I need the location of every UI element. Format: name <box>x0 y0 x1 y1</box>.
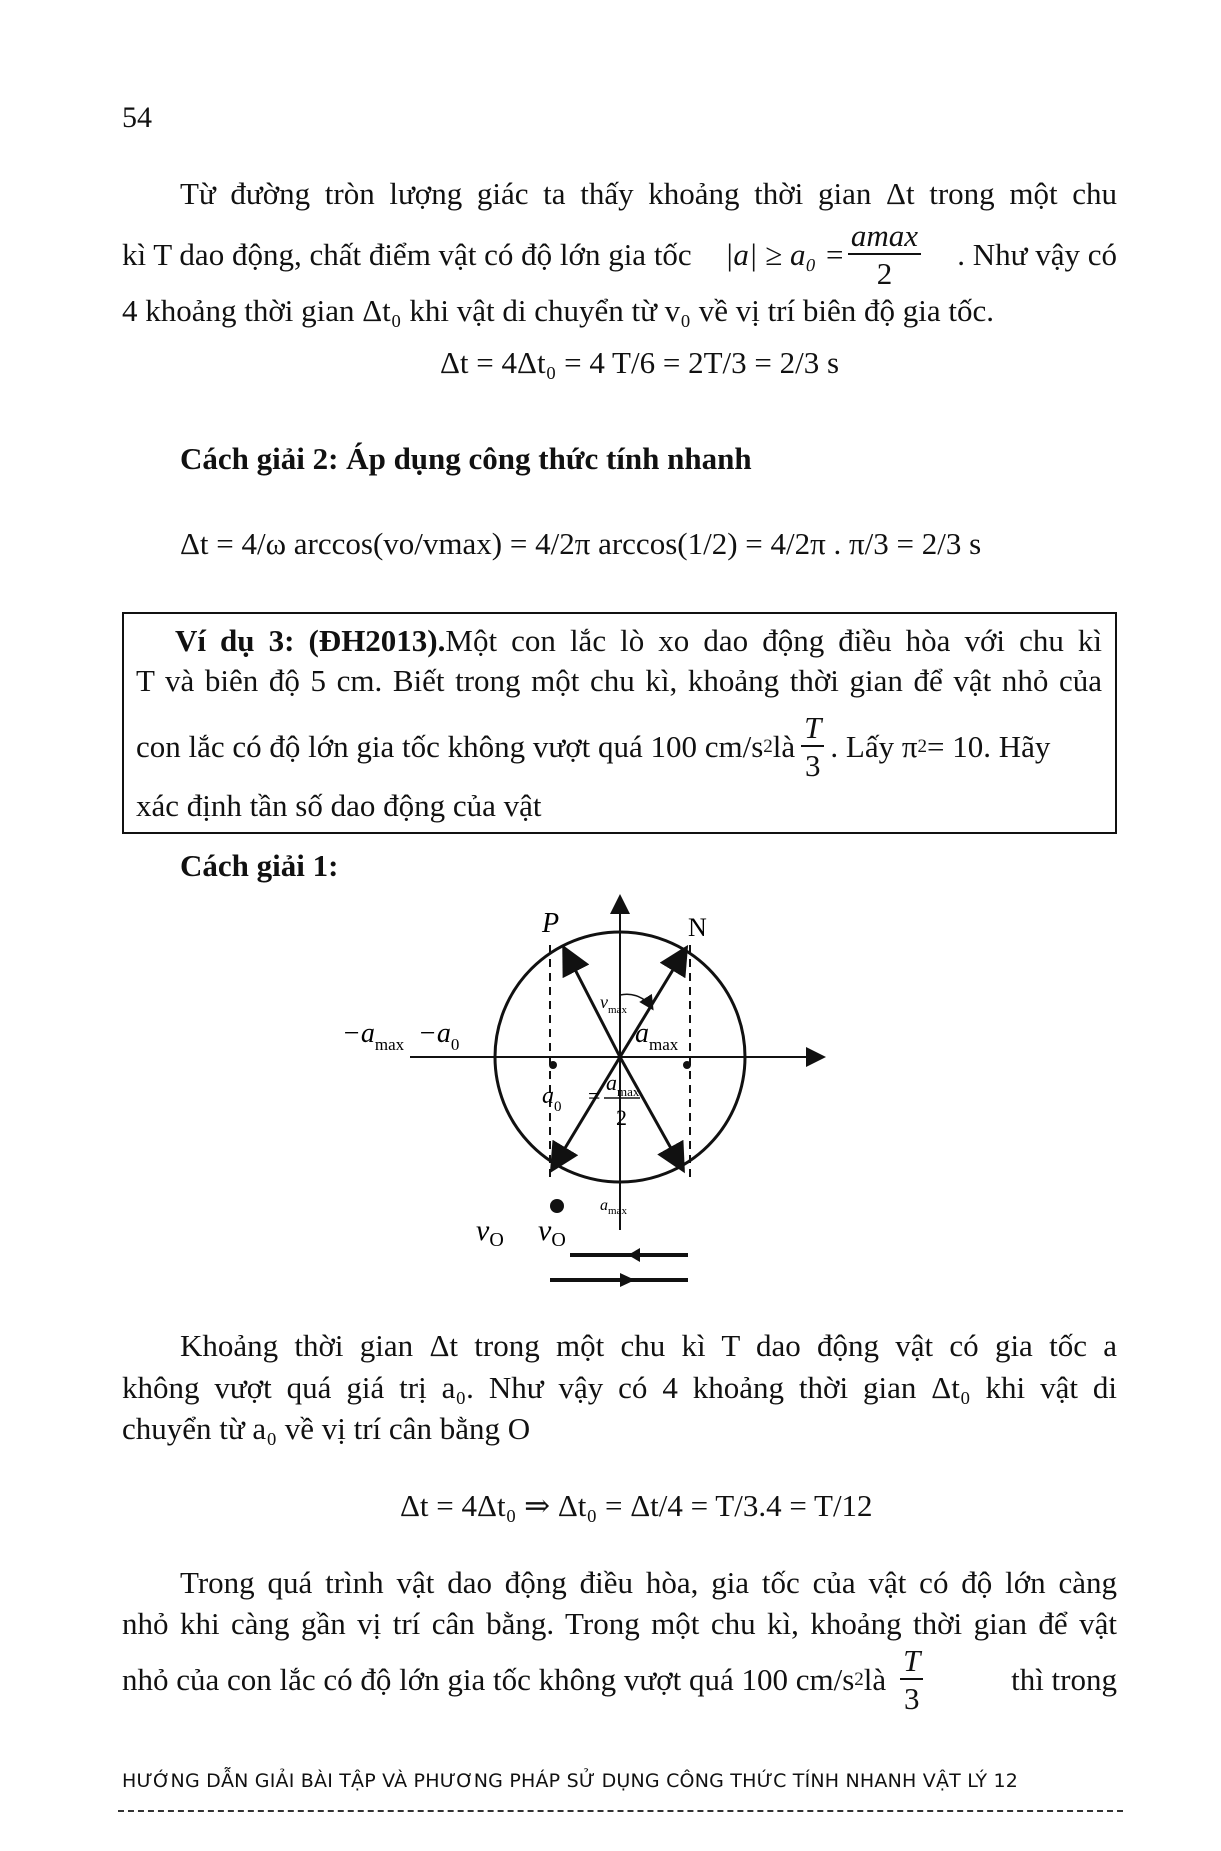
heading-cach-giai-1: Cách giải 1: <box>180 848 339 883</box>
example-3-line3-end: = 10. Hãy <box>927 729 1051 764</box>
t-over-3-fraction: $\frac{T}{3}$ <box>801 712 824 781</box>
label-amax-bottom: $a_{max}$ <box>600 1197 627 1217</box>
example-3-line1-text: Một con lắc lò xo dao động điều hòa với chu kì <box>445 623 1103 658</box>
vector-lower-right <box>620 1057 682 1168</box>
heading-cach-giai-2: Cách giải 2: Áp dụng công thức tính nhanh <box>180 441 752 476</box>
frac-denominator: 2 <box>876 256 893 291</box>
label-neg-a0: $-a_0$ <box>418 1018 460 1054</box>
label-frac-den: 2 <box>616 1105 627 1130</box>
label-vmax: $v_{max}$ <box>600 992 627 1016</box>
label-neg-amax: $-a_{max}$ <box>342 1018 405 1054</box>
example-3-line3-text: con lắc có độ lớn gia tốc không vượt quá 100 cm/s <box>136 729 764 764</box>
example-3-line2: T và biên độ 5 cm. Biết trong một chu kì, khoảng thời gian để vật nhỏ của <box>136 663 1102 698</box>
footer-dashed-line <box>118 1810 1123 1812</box>
para1-abs-a: |a| ≥ a₀ = <box>724 237 845 272</box>
para3-t-over-3-fraction: $\frac{T}{3}$ <box>900 1645 923 1714</box>
point-neg-a0 <box>549 1061 557 1069</box>
para1-line2-text: kì T dao động, chất điểm vật có độ lớn gia tốc <box>122 237 692 272</box>
para3-line3-la: là <box>863 1662 887 1697</box>
label-amax-right: $a_{max}$ <box>635 1018 679 1054</box>
page-number: 54 <box>122 101 152 134</box>
label-v0-left: $v_O$ <box>476 1214 504 1251</box>
example-3-line3-pi: . Lấy π <box>830 729 918 764</box>
amax-over-2-fraction <box>848 220 921 289</box>
equation-3: Δt = 4Δt₀ ⇒ Δt₀ = Δt/4 = T/3.4 = T/12 <box>400 1488 873 1523</box>
example-3-line1 <box>175 625 1102 656</box>
para3-line2: nhỏ khi càng gần vị trí cân bằng. Trong một chu kì, khoảng thời gian để vật <box>122 1606 1117 1641</box>
para1-line2-end: . Như vậy có <box>957 237 1117 272</box>
label-P: P <box>542 908 560 939</box>
para1-line2 <box>122 220 1117 289</box>
equation-1: Δt = 4Δt₀ = 4 T/6 = 2T/3 = 2/3 s <box>440 345 840 380</box>
label-v0-right: $v_O$ <box>538 1214 566 1251</box>
para1-line1: Từ đường tròn lượng giác ta thấy khoảng thời gian Δt trong một chu <box>180 176 1117 211</box>
page-footer: HƯỚNG DẪN GIẢI BÀI TẬP VÀ PHƯƠNG PHÁP SỬ DỤNG CÔNG THỨC TÍNH NHANH VẬT LÝ 12 <box>122 1770 1019 1792</box>
label-a0-equals: = <box>588 1083 601 1108</box>
point-a0 <box>683 1061 691 1069</box>
frac-numerator: amax <box>848 220 921 255</box>
example-3-label: Ví dụ 3: (ĐH2013). <box>175 623 446 658</box>
example-3-line3-la: là <box>772 729 796 764</box>
para3-line3-text: nhỏ của con lắc có độ lớn gia tốc không vượt quá 100 cm/s <box>122 1662 855 1697</box>
para2-line2: không vượt quá giá trị a₀. Như vậy có 4 khoảng thời gian Δt₀ khi vật di <box>122 1370 1117 1405</box>
para3-line3-end: thì trong <box>1011 1662 1117 1697</box>
trig-circle-diagram <box>342 890 830 1290</box>
example-3-line3: con lắc có độ lớn gia tốc không vượt quá 100 cm/s 2 là $\frac{T}{3}$ . Lấy π 2 = 10. Hãy <box>136 710 1051 783</box>
para2-line1: Khoảng thời gian Δt trong một chu kì T dao động vật có gia tốc a <box>180 1328 1117 1363</box>
arrow-right-head <box>620 1273 635 1287</box>
point-dot <box>550 1199 564 1213</box>
para3-line1: Trong quá trình vật dao động điều hòa, gia tốc của vật có độ lớn càng <box>180 1565 1117 1600</box>
para3-line3: nhỏ của con lắc có độ lớn gia tốc không vượt quá 100 cm/s 2 là $\frac{T}{3}$ thì trong <box>122 1643 1117 1716</box>
example-3-line4: xác định tần số dao động của vật <box>136 788 542 823</box>
label-a0: $a_0$ <box>542 1083 562 1115</box>
label-amax-frac-num: $a_{max}$ <box>606 1070 640 1099</box>
equation-2: Δt = 4/ω arccos(vo/vmax) = 4/2π arccos(1/2) = 4/2π . π/3 = 2/3 s <box>180 526 982 561</box>
arrow-left-head <box>628 1248 640 1262</box>
para2-line3: chuyển từ a₀ về vị trí cân bằng O <box>122 1411 531 1446</box>
para1-line3: 4 khoảng thời gian Δt₀ khi vật di chuyển từ v₀ về vị trí biên độ gia tốc. <box>122 293 994 328</box>
label-N: N <box>688 913 707 942</box>
